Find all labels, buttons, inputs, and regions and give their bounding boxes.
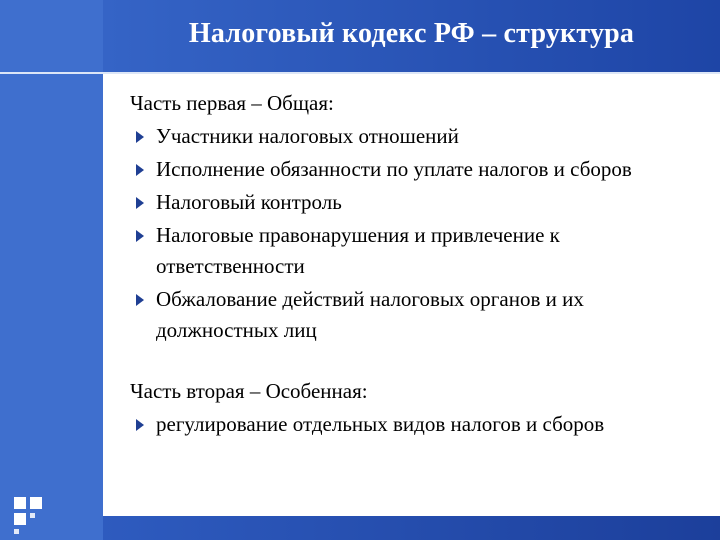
slide-title: Налоговый кодекс РФ – структура [188, 18, 635, 49]
list-item-text: Налоговые правонарушения и привлечение к ответственности [156, 223, 560, 278]
list-item [130, 409, 690, 440]
triangle-bullet-icon [136, 419, 144, 431]
list-item [130, 220, 690, 282]
list-item [130, 187, 690, 218]
triangle-bullet-icon [136, 164, 144, 176]
list-item [130, 284, 690, 346]
list-item-text: регулирование отдельных видов налогов и сборов [156, 412, 605, 436]
bottom-bar [103, 516, 720, 540]
slide-content [130, 88, 690, 440]
list-item-text: Обжалование действий налоговых органов и их должностных лиц [156, 287, 584, 342]
list-item [130, 154, 690, 185]
list-item-text: Исполнение обязанности по уплате налогов и сборов [156, 157, 632, 181]
list-item-text: Налоговый контроль [156, 190, 342, 214]
triangle-bullet-icon [136, 197, 144, 209]
list-item [130, 121, 690, 152]
title-underline [0, 72, 720, 74]
part1-heading: Часть первая – Общая: [130, 91, 334, 115]
triangle-bullet-icon [136, 131, 144, 143]
triangle-bullet-icon [136, 294, 144, 306]
section-gap [130, 346, 690, 376]
part2-heading: Часть вторая – Особенная: [130, 379, 368, 403]
triangle-bullet-icon [136, 230, 144, 242]
title-bar [103, 0, 720, 72]
list-item-text: Участники налоговых отношений [156, 124, 459, 148]
